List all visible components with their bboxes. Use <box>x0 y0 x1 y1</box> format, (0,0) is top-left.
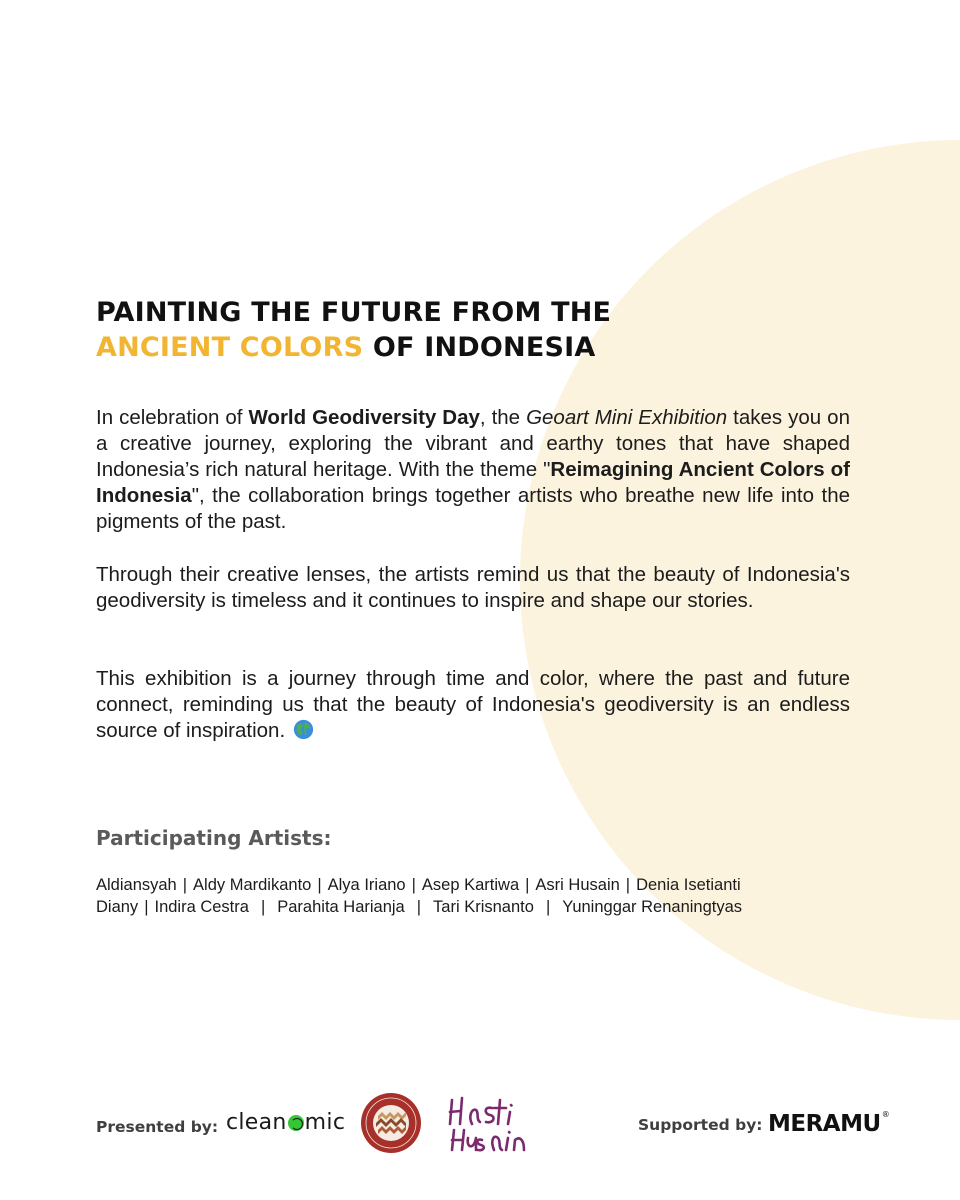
artist-name: Yuninggar Renaningtyas <box>562 898 743 916</box>
intro-text-3: takes you on a creative journey, exploring the vibrant and earthy tones that have shaped Indonesia’s rich natural heritage. With the theme " <box>96 406 850 481</box>
artist-separator: | <box>182 876 188 894</box>
artist-separator: | <box>416 898 422 916</box>
artist-separator: | <box>260 898 266 916</box>
artist-name: Indira Cestra <box>154 898 249 916</box>
headline-accent: ANCIENT COLORS <box>96 332 364 363</box>
intro-paragraph <box>96 405 850 535</box>
artist-separator: | <box>545 898 551 916</box>
headline-line-2: OF INDONESIA <box>363 332 596 363</box>
intro-text-2: , the <box>479 406 527 429</box>
supported-by-label: Supported by: <box>638 1116 763 1134</box>
exhibition-name: Geoart Mini Exhibition <box>526 406 728 429</box>
artists-heading: Participating Artists: <box>96 826 332 850</box>
journey-paragraph <box>96 666 850 744</box>
meramu-logo-text: MERAMU <box>768 1111 881 1137</box>
cleanomic-logo <box>226 1110 345 1135</box>
globe-icon <box>293 719 314 740</box>
artists-list <box>96 874 876 918</box>
artist-name: Diany <box>96 898 139 916</box>
event-name: World Geodiversity Day <box>248 406 480 429</box>
registered-mark: ® <box>881 1110 890 1119</box>
journey-text: This exhibition is a journey through time and color, where the past and future connect, reminding us that the beauty of Indonesia's geodiversity is an endless source of inspiration. <box>96 667 850 742</box>
cleanomic-logo-text-2: mic <box>304 1110 346 1135</box>
presented-by-label: Presented by: <box>96 1118 219 1136</box>
headline <box>96 295 611 365</box>
artist-name: Parahita Harianja <box>277 898 405 916</box>
intro-text-1: In celebration of <box>96 406 249 429</box>
artist-separator: | <box>411 876 416 894</box>
artist-separator: | <box>317 876 322 894</box>
lenses-paragraph: Through their creative lenses, the artists remind us that the beauty of Indonesia's geodiversity is timeless and it continues to inspire and shape our stories. <box>96 563 850 612</box>
cleanomic-o-icon <box>288 1115 304 1131</box>
artist-name: Aldiansyah <box>96 876 177 894</box>
artist-name: Asep Kartiwa <box>421 876 520 894</box>
artist-name: Tari Krisnanto <box>433 898 534 916</box>
theme-name: Reimagining Ancient Colors of Indonesia <box>96 458 850 507</box>
seal-logo <box>360 1092 422 1154</box>
artist-separator: | <box>144 898 149 916</box>
cleanomic-logo-text-1: clean <box>226 1110 287 1135</box>
meramu-logo <box>768 1110 889 1137</box>
artist-separator: | <box>625 876 631 894</box>
artist-name: Aldy Mardikanto <box>193 876 312 894</box>
artist-separator: | <box>525 876 530 894</box>
artist-name: Asri Husain <box>535 876 620 894</box>
artist-name: Denia Isetianti <box>636 876 741 894</box>
artists-row-1 <box>96 874 876 896</box>
artists-row-2 <box>96 896 876 918</box>
intro-text-4: ", the collaboration brings together artists who breathe new life into the pigments of the past. <box>96 484 850 533</box>
hasti-husain-logo <box>446 1094 530 1156</box>
headline-line-1: PAINTING THE FUTURE FROM THE <box>96 297 612 328</box>
artist-name: Alya Iriano <box>327 876 406 894</box>
footer <box>0 1090 960 1170</box>
